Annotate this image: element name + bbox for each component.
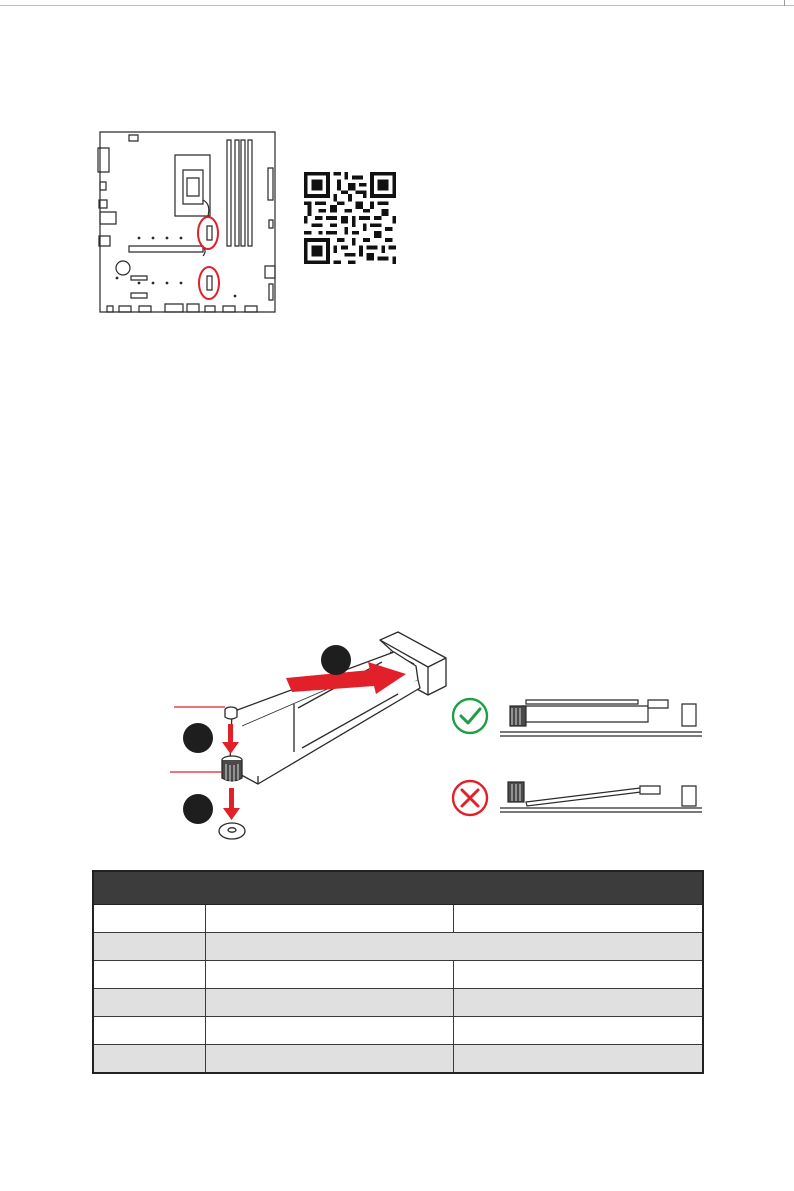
table-cell — [205, 905, 453, 933]
table-row — [93, 1045, 703, 1074]
table-cell — [93, 961, 205, 989]
table-cell — [93, 1017, 205, 1045]
qr-code-icon — [303, 172, 397, 264]
check-circle-icon — [453, 699, 487, 733]
page-corner-mark — [784, 0, 785, 6]
x-circle-icon — [453, 781, 487, 815]
step-marker-2 — [183, 723, 213, 753]
table-header — [93, 871, 703, 905]
page-top-rule — [0, 5, 794, 6]
specification-table — [92, 870, 704, 1074]
table-cell — [93, 989, 205, 1017]
table-row — [93, 933, 703, 961]
table-cell — [205, 1017, 453, 1045]
motherboard-layout-icon — [95, 128, 281, 314]
table-cell — [93, 933, 205, 961]
correct-installation-side-view — [500, 700, 702, 736]
table-row — [93, 1017, 703, 1045]
table-cell-merged — [205, 933, 703, 961]
step-marker-3 — [183, 794, 213, 824]
m2-installation-diagram — [170, 628, 710, 843]
table-cell — [93, 905, 205, 933]
step-marker-1 — [321, 645, 351, 675]
table-cell — [205, 961, 453, 989]
table-row — [93, 905, 703, 933]
table-cell — [453, 905, 703, 933]
table-cell — [205, 1045, 453, 1074]
table-row — [93, 989, 703, 1017]
table-cell — [205, 989, 453, 1017]
table-cell — [453, 989, 703, 1017]
table-cell — [93, 1045, 205, 1074]
table-cell — [453, 1045, 703, 1074]
table-cell — [453, 1017, 703, 1045]
table-cell — [453, 961, 703, 989]
incorrect-installation-side-view — [500, 782, 702, 812]
table-row — [93, 961, 703, 989]
